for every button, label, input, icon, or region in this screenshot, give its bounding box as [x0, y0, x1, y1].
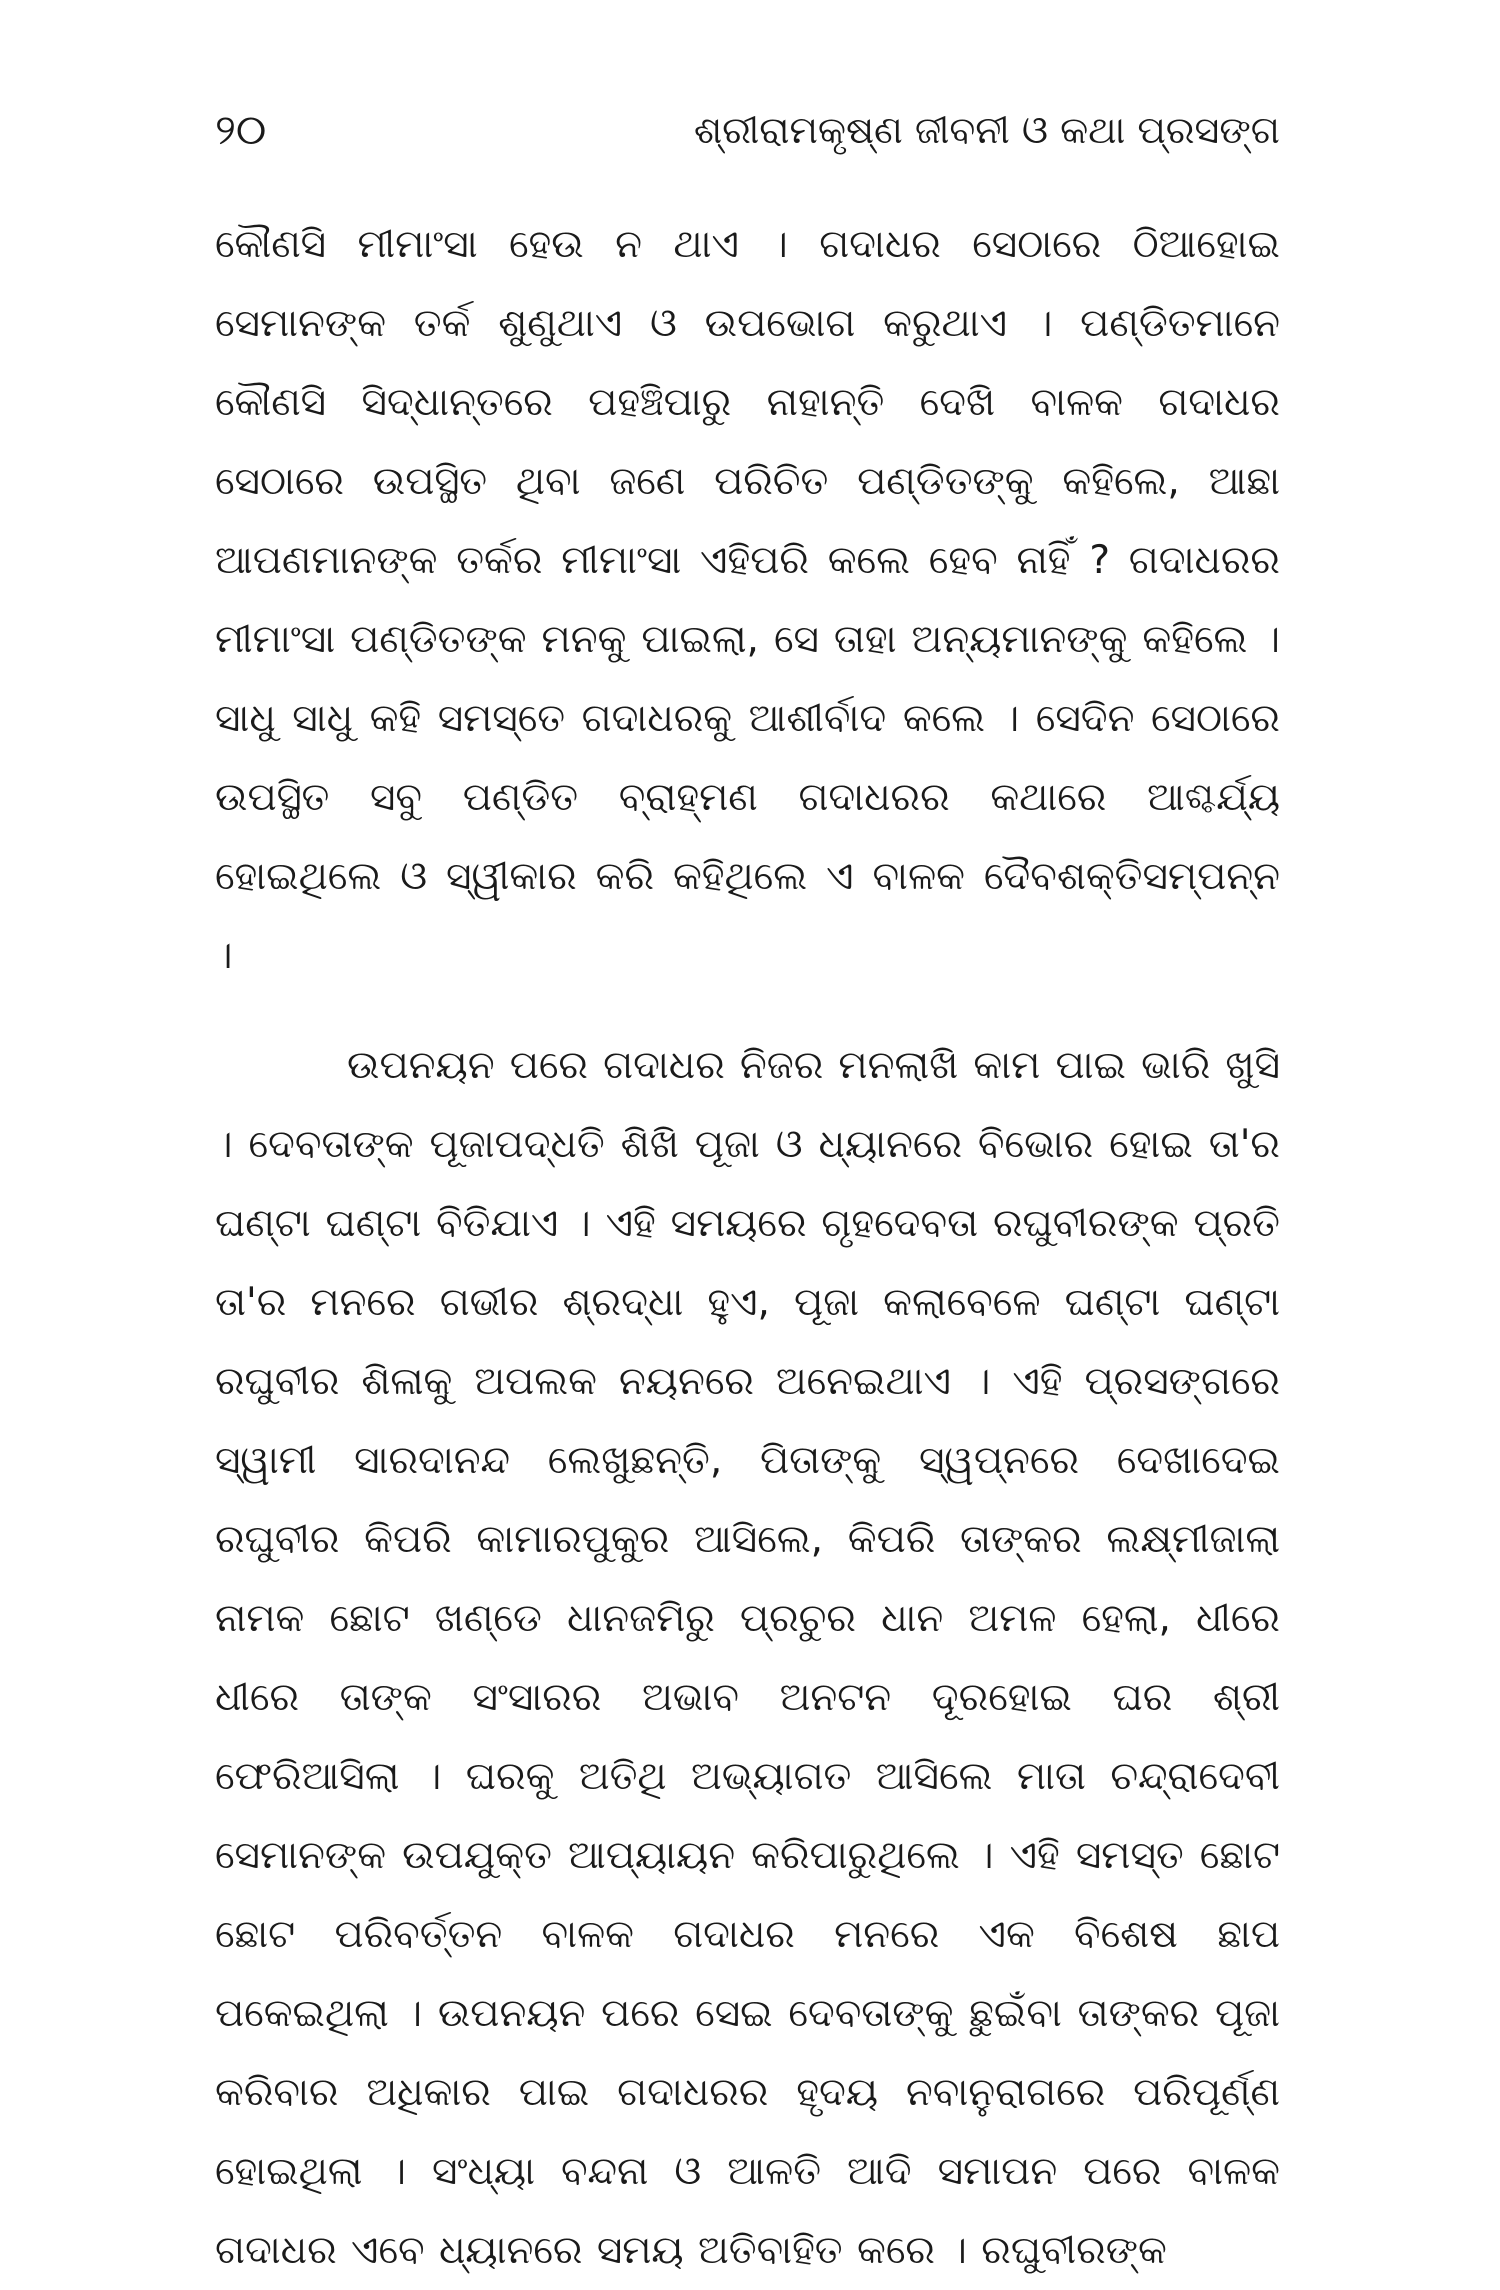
paragraph: କୌଣସି ମୀମାଂସା ହେଉ ନ ଥାଏ । ଗଦାଧର ସେଠାରେ ଠିଆହୋଇ ସେମାନଙ୍କ ତର୍କ ଶୁଣୁଥାଏ ଓ ଉପଭୋଗ କରୁଥାଏ । ପଣ୍ଡିତମାନେ କୌଣସି ସିଦ୍ଧାନ୍ତରେ ପହଞ୍ଚିପାରୁ ନାହାନ୍ତି ଦେଖି ବାଳକ ଗଦାଧର ସେଠାରେ ଉପସ୍ଥିତ ଥିବା ଜଣେ ପରିଚିତ ପଣ୍ଡିତଙ୍କୁ କହିଲେ, ଆଛା ଆପଣମାନଙ୍କ ତର୍କର ମୀମାଂସା ଏହିପରି କଲେ ହେବ ନାହିଁ ? ଗଦାଧରର ମୀମାଂସା ପଣ୍ଡିତଙ୍କ ମନକୁ ପାଇଲା, ସେ ତାହା ଅନ୍ୟମାନଙ୍କୁ କହିଲେ । ସାଧୁ ସାଧୁ କହି ସମସ୍ତେ ଗଦାଧରକୁ ଆଶୀର୍ବାଦ କଲେ । ସେଦିନ ସେଠାରେ ଉପସ୍ଥିତ ସବୁ ପଣ୍ଡିତ ବ୍ରାହ୍ମଣ ଗଦାଧରର କଥାରେ ଆଶ୍ଚର୍ଯ୍ୟ ହୋଇଥିଲେ ଓ ସ୍ୱୀକାର କରି କହିଥିଲେ ଏ ବାଳକ ଦୈବଶକ୍ତିସମ୍ପନ୍ନ । — [215, 222, 1280, 978]
body-text — [215, 205, 1280, 2290]
book-title: ଶ୍ରୀରାମକୃଷ୍ଣ ଜୀବନୀ ଓ କଥା ପ୍ରସଙ୍ଗ — [693, 107, 1280, 152]
paragraph: ଉପନୟନ ପରେ ଗଦାଧର ନିଜର ମନଲାଖି କାମ ପାଇ ଭାରି ଖୁସି । ଦେବତାଙ୍କ ପୂଜାପଦ୍ଧତି ଶିଖି ପୂଜା ଓ ଧ୍ୟାନରେ ବିଭୋର ହୋଇ ତା'ର ଘଣ୍ଟା ଘଣ୍ଟା ବିତିଯାଏ । ଏହି ସମୟରେ ଗୃହଦେବତା ରଘୁବୀରଙ୍କ ପ୍ରତି ତା'ର ମନରେ ଗଭୀର ଶ୍ରଦ୍ଧା ହୁଏ, ପୂଜା କଲାବେଳେ ଘଣ୍ଟା ଘଣ୍ଟା ରଘୁବୀର ଶିଳାକୁ ଅପଲକ ନୟନରେ ଅନେଇଥାଏ । ଏହି ପ୍ରସଙ୍ଗରେ ସ୍ୱାମୀ ସାରଦାନନ୍ଦ ଲେଖୁଛନ୍ତି, ପିତାଙ୍କୁ ସ୍ୱପ୍ନରେ ଦେଖାଦେଇ ରଘୁବୀର କିପରି କାମାରପୁକୁର ଆସିଲେ, କିପରି ତାଙ୍କର ଲକ୍ଷ୍ମୀଜାଲା ନାମକ ଛୋଟ ଖଣ୍ଡେ ଧାନଜମିରୁ ପ୍ରଚୁର ଧାନ ଅମଳ ହେଲା, ଧୀରେ ଧୀରେ ତାଙ୍କ ସଂସାରର ଅଭାବ ଅନଟନ ଦୂରହୋଇ ଘର ଶ୍ରୀ ଫେରିଆସିଲା । ଘରକୁ ଅତିଥି ଅଭ୍ୟାଗତ ଆସିଲେ ମାତା ଚନ୍ଦ୍ରାଦେବୀ ସେମାନଙ୍କ ଉପଯୁକ୍ତ ଆପ୍ୟାୟନ କରିପାରୁଥିଲେ । ଏହି ସମସ୍ତ ଛୋଟ ଛୋଟ ପରିବର୍ତ୍ତନ ବାଳକ ଗଦାଧର ମନରେ ଏକ ବିଶେଷ ଛାପ ପକେଇଥିଲା । ଉପନୟନ ପରେ ସେଇ ଦେବତାଙ୍କୁ ଛୁଇଁବା ତାଙ୍କର ପୂଜା କରିବାର ଅଧିକାର ପାଇ ଗଦାଧରର ହୃଦୟ ନବାନୁରାଗରେ ପରିପୂର୍ଣ୍ଣ ହୋଇଥିଲା । ସଂଧ୍ୟା ବନ୍ଦନା ଓ ଆଳତି ଆଦି ସମାପନ ପରେ ବାଳକ ଗଦାଧର ଏବେ ଧ୍ୟାନରେ ସମୟ ଅତିବାହିତ କରେ । ରଘୁବୀରଙ୍କ — [215, 1043, 1280, 2273]
running-header — [215, 100, 1280, 160]
page-number: ୨୦ — [215, 105, 267, 154]
